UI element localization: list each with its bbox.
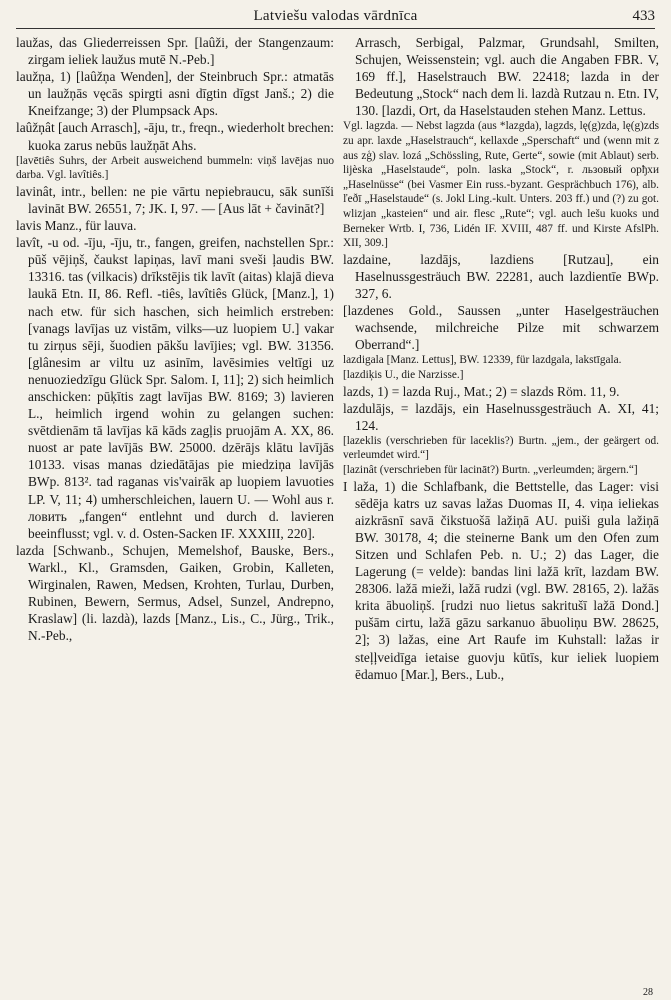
entry-lazeklis: [lazeklis (verschrieben für laceklis?) Burtn. „jem., der geärgert od. verleumdet wird.“] bbox=[343, 434, 659, 462]
entry-lavis: lavis Manz., für lauva. bbox=[16, 218, 137, 234]
entry-lazda-etymology: Vgl. lagzda. — Nebst lagzda (aus *lazgda), lagzds, lę(g)zda, lę(g)zds zu apr. laxde „Haselstrauch“, kellaxde „Sperschaft“ und (wenn mit z aus zģ) slav. lozá „Schössling, Rute, Gerte“, sowie (mit Ablaut) serb. lijèska „Haselstaude“, poln. laska „Stock“, r. льзовый орђхи „Haselnüsse“ (bei Vasmer Ein russ.-byzant. Gesprächbuch 176), alb. ľeðī „Haselstaude“ (s. Jokl Ling.-kult. Unters. 203 ff.) und (?) zu got. wlizjan „kasteien“ und air. flesc „Rute“; vgl. auch lešu kuoks und Berneker Wrtb. I, 736, Lidén IF. XVIII, 487 ff. und Kirste AfslPh. XII, 309.] bbox=[343, 120, 659, 250]
entry-lazdigala: lazdigala [Manz. Lettus], BW. 12339, für lazdgala, lakstīgala. bbox=[343, 354, 622, 367]
entry-lazdaine: lazdaine, lazdājs, lazdiens [Rutzau], ein Haselnussgesträuch BW. 22281, auch lazdientīe BWp. 327, 6. bbox=[343, 251, 659, 301]
entry-lavit: lavît, -u od. -īju, -īju, tr., fangen, greifen, nachstellen Spr.: pūš vējiņš, čaukst lapiņas, lavī mani sveši ļaudis BW. 13316. tas (vilkacis) drīkstējis tik lavīt (aitas) klajā dieva laukā Etn. II, 86. Refl. -tiês, lavîtiês Glück, [Manz.], 1) nach etw. für sich haschen, sich heimlich erstreben: [vanags lavījas uz vistām, vilks—uz luopiem U.] vakar tu zirņus sēji, šuodien pākšu lavījies; vgl. BW. 31356. [glânesim ar viltu uz asinīm, lavēsimies veltīgi uz nenuoziedzīgu Glück Spr. Salom. I, 11]; 2) sich heimlich anschicken: pūķītis zagt lavījas BW. 8169; 3) lavieren L., heimlich irgend wohin zu gelangen suchen: svētdienām tā lavījas kā kāds zagļis pruojām A. XX, 86. nuost ar pate lavījās BW. 25000. dzērājs klātu lavījās 10133. visas manas dziedātājas pie miedziņa lavījās BWp. 813². tad raganas vis'vairāk ap luopiem lavuoties LP. V, 11; 4) umherschleichen, lauern U. — Wohl aus r. ловить „fangen“ entlehnt und durch d. lavieren beeinflusst; vgl. v. d. Osten-Sacken IF. XXXIII, 220]. bbox=[16, 235, 334, 541]
entry-lavetiês: [lavētiês Suhrs, der Arbeit ausweichend bummeln: viņš lavējas nuo darba. Vgl. lavîtiês.] bbox=[16, 154, 334, 182]
page-number: 433 bbox=[632, 8, 655, 24]
entry-lauzna: laužņa, 1) [laûžņa Wenden], der Steinbruch Spr.: atmatās un laužņās vęcās spirgti asni dīgtin dīgst Janš.; 2) die Kneifzange; 3) der Plumpsack Aps. bbox=[16, 69, 334, 119]
entry-lazinat: [lazinât (verschrieben für lacināt?) Burtn. „verleumden; ärgern.“] bbox=[343, 464, 638, 477]
entry-lazdulajs: lazdulājs, = lazdājs, ein Haselnussgesträuch A. XI, 41; 124. bbox=[343, 400, 659, 433]
right-column bbox=[343, 34, 659, 980]
running-title: Latviešu valodas vārdnīca bbox=[253, 8, 418, 24]
entry-lazds: lazds, 1) = lazda Ruj., Mat.; 2) = slazds Röm. 11, 9. bbox=[343, 383, 620, 399]
left-column bbox=[16, 34, 334, 980]
entry-laza: I laža, 1) die Schlafbank, die Bettstelle, das Lager: visi sēdēja katrs uz savas lažas Duomas II, 4. viņa ieliekas aizkrāsnī savā čikstuošā lažiņā AU. puiši gula lažiņā BW. 30178, 4; die steinerne Bank um den Ofen zum Sitzen und Schlafen Peb. n. U.; 2) das Lager, die Lagerung (= velde): bandas lini lažā krīt, lazdam BW. 28306. lažā mieži, lažā rudzi (vgl. BW. 28165, 2). lažās krita ābuoliņš. [rudzi nuo lietus sakritušī lažā Dond.] pušām cirtu, lažā gāzu sarkanuo ābuoliņu BW. 28625, 2]; 3) lažas, eine Art Raufe im Kuhstall: lažas ir steļļveidīga ietaise guovju kūtīs, kur ieliek luopiem ēdamuo [Mar.], Bers., Lub., bbox=[343, 478, 659, 682]
entry-lazdikis: [lazdiķis U., die Narzisse.] bbox=[343, 368, 464, 381]
entry-lavinat: lavinât, intr., bellen: ne pie vārtu nepiebraucu, sāk sunīši lavināt BW. 26551, 7; JK. I, 97. — [Aus lāt + čavināt?] bbox=[16, 183, 334, 216]
page-header bbox=[16, 6, 655, 29]
entry-lauznat: laûžņât [auch Arrasch], -āju, tr., freqn., wiederholt brechen: kuoka zarus nebūs laužņāt Ahs. bbox=[16, 120, 334, 153]
entry-lauzas: laužas, das Gliederreissen Spr. [laûži, der Stangenzaum: zirgam ieliek laužus mutē N.-Peb.] bbox=[16, 35, 334, 68]
entry-lazda-continued: Arrasch, Serbigal, Palzmar, Grundsahl, Smilten, Schujen, Weissenstein; vgl. auch die Angaben FBR. V, 169 ff.], Haselstrauch BW. 22418; lazda in der Bedeutung „Stock“ nach dem li. lazdà Rutzau n. Etn. IV, 130. [lazdi, Ort, da Haselstauden stehen Manz. Lettus. bbox=[355, 35, 659, 119]
signature-mark: 28 bbox=[643, 987, 653, 998]
entry-lazdenes: [lazdenes Gold., Saussen „unter Haselgesträuchen wachsende, milchreiche Pilze mit schwarzem Oberrand“.] bbox=[343, 303, 659, 353]
entry-lazda: lazda [Schwanb., Schujen, Memelshof, Bauske, Bers., Warkl., Kl., Gramsden, Gaiken, Grobin, Kalleten, Wirginalen, Rawen, Medsen, Krohten, Turlau, Durben, Rubinen, Bewern, Sermus, Adsel, Sunzel, Andrepno, Kraslaw] (li. lazdà), lazds [Manz., Lis., C., Jürg., Trik., N.-Peb., bbox=[16, 542, 334, 644]
